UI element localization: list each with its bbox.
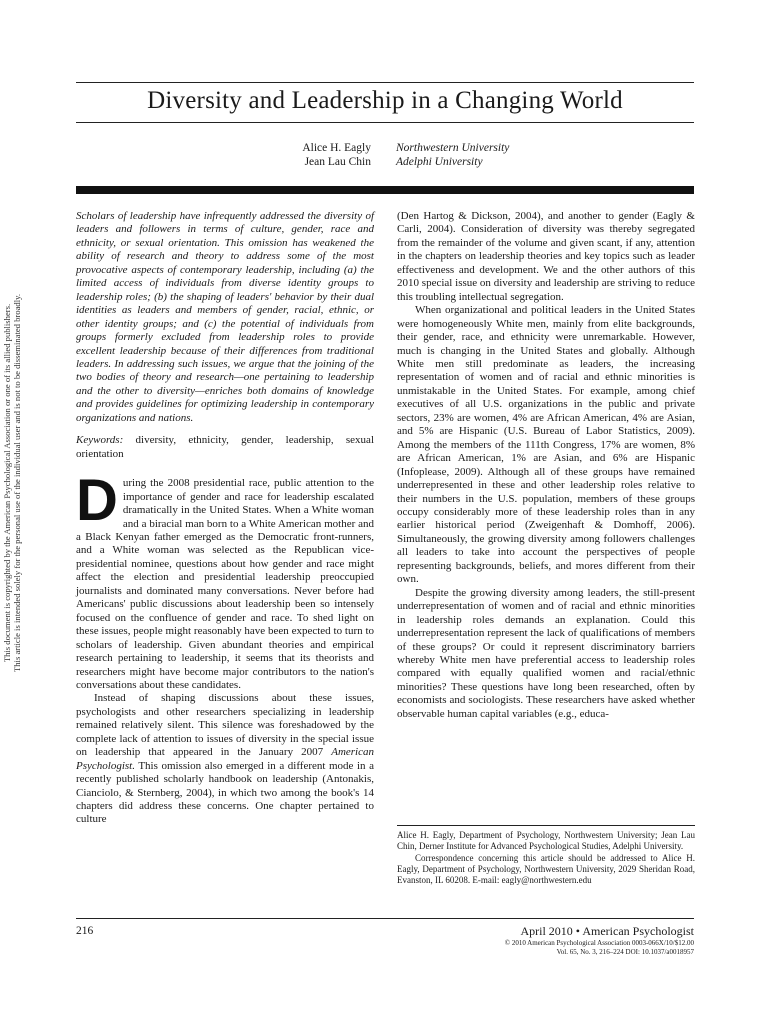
- volume-doi-line: Vol. 65, No. 3, 216–224 DOI: 10.1037/a0018957: [556, 947, 694, 956]
- intro-text: uring the 2008 presidential race, public attention to the importance of gender and race for leadership escalated dramatically in the United States. When a White woman and a biracial man born to a White American mother and a Black Kenyan father emerged as the Democratic front-runners, and a White woman was selected as the Republican vice-presidential nominee, questions about how gender and race might affect the election and presidential leadership preoccupied journalists and dominated many conversations. Never before had Americans' public discussions about leadership been so intensely focused on the confluence of gender and race. To shed light on these issues, people might reasonably have been expected to turn to scholars of leadership. Given abundant theories and empirical research pertaining to leadership, it seems that its theorists and researchers might have become major contributors to the nation's conversations about these candidates.: [76, 477, 374, 691]
- abstract: Scholars of leadership have infrequently addressed the diversity of leaders and followers in terms of culture, gender, race and ethnicity, or sexual orientation. This omission has weakened the ability of research and theory to address some of the most provocative aspects of contemporary leadership, including (a) the limited access of individuals from diverse identity groups to leadership roles; (b) the shaping of leaders' behavior by their dual identities as leaders and members of gender, racial, ethnic, or other identity groups; and (c) the potential of individuals from groups formerly excluded from leadership roles to provide excellent leadership because of their differences from traditional leaders. In addressing such issues, we argue that the joining of the two bodies of theory and research—one pertaining to leadership and the other to diversity—enriches both domains of knowledge and provides guidelines for optimizing leadership in contemporary organizations and nations.: [76, 210, 374, 424]
- paragraph-text: Instead of shaping discussions about these issues, psychologists and other researchers specializing in leadership remained relatively silent. This silence was foreshadowed by the complete lack of attention to issues of diversity in the special issue on leadership that appeared in the January 2007: [76, 692, 374, 759]
- author-affiliation: Adelphi University: [396, 156, 483, 168]
- author-note: [397, 830, 695, 886]
- author-name: Jean Lau Chin: [304, 156, 371, 168]
- body-paragraph: When organizational and political leaders in the United States were homogeneously White men, mainly from elite backgrounds, their gender, race, and ethnicity were unremarkable. However, much is changing in the United States and globally. Although White men still predominate as leaders, the increasing representation of women and of racial and ethnic minorities is unmistakable in the United States. For example, among chief executives of all U.S. organizations in the public and private sectors, 23% are women, 4% are African American, 4% are Asian, and 5% are Hispanic (U.S. Bureau of Labor Statistics, 2009). Among the members of the 111th Congress, 17% are women, 8% are African American, 1% are Asian, and 6% are Hispanic (Infoplease, 2009). Although all of these groups have remained underrepresented in these and other leadership roles relative to their numbers in the U.S. population, members of these groups occupy considerably more of these leadership roles than in any earlier historical period (Zweigenhaft & Domhoff, 2006). Simultaneously, the growing diversity among followers challenges all leaders to take into account the perspectives of people representing backgrounds, beliefs, and mores different from their own.: [397, 304, 695, 586]
- body-paragraph: Despite the growing diversity among leaders, the still-present underrepresentation of women and of racial and ethnic minorities in leadership roles demands an explanation. Could this underrepresentation represent the lack of qualifications of members of these groups? Or could it represent discriminatory barriers whereby White men have preferential access to leadership roles compared with equally qualified women and racial/ethnic minorities? These questions have long been researched, often by economists and sociologists. These researchers have asked whether observable human capital variables (e.g., educa-: [397, 586, 695, 720]
- author-row: [76, 155, 694, 169]
- side-notice-line: This document is copyrighted by the American Psychological Association or one of its allied publishers.: [2, 303, 12, 663]
- keywords: [76, 434, 374, 461]
- thick-rule: [76, 186, 694, 194]
- footer-rule: [76, 918, 694, 919]
- title-rule: [76, 122, 694, 123]
- copyright-line: © 2010 American Psychological Association 0003-066X/10/$12.00: [504, 939, 694, 947]
- author-affiliation: Northwestern University: [396, 142, 510, 154]
- author-affiliations-note: Alice H. Eagly, Department of Psychology, Northwestern University; Jean Lau Chin, Derner Institute for Advanced Psychological Studies, Adelphi University.: [397, 830, 695, 852]
- drop-cap: D: [76, 468, 118, 534]
- author-name: Alice H. Eagly: [302, 142, 371, 154]
- article-title: Diversity and Leadership in a Changing World: [147, 87, 623, 114]
- publication-meta: [505, 939, 694, 956]
- side-notice-line: This article is intended solely for the personal use of the individual user and is not to be disseminated broadly.: [12, 294, 22, 672]
- journal-issue: April 2010 • American Psychologist: [520, 924, 694, 938]
- body-paragraph: [76, 692, 374, 827]
- correspondence-note: Correspondence concerning this article should be addressed to Alice H. Eagly, Department of Psychology, Northwestern University, 2029 Sheridan Road, Evanston, IL 60208. E-mail: eagly@northwestern.edu: [397, 852, 695, 886]
- footnote-rule: [397, 825, 695, 826]
- page-number: 216: [76, 925, 94, 937]
- journal-name-inline: American Psychologist.: [76, 746, 374, 772]
- top-rule: [76, 82, 694, 83]
- keywords-label: Keywords:: [76, 434, 124, 447]
- copyright-side-notice: [2, 248, 22, 718]
- intro-paragraph: [76, 468, 374, 692]
- left-column: [76, 210, 374, 827]
- right-column: [397, 210, 695, 721]
- keywords-text: diversity, ethnicity, gender, leadership, sexual orientation: [76, 434, 374, 460]
- paragraph-text: This omission also emerged in a different mode in a recently published scholarly handbook on leadership (Antonakis, Cianciolo, & Sternberg, 2004), in which two among the book's 14 chapters did address these concerns. One chapter pertained to culture: [76, 759, 374, 826]
- author-row: [76, 141, 694, 155]
- body-paragraph: (Den Hartog & Dickson, 2004), and another to gender (Eagly & Carli, 2004). Consideration of diversity was thereby segregated from the remainder of the volume and given scant, if any, attention in the chapters on leadership theories and key topics such as leader effectiveness and development. We and the other authors of this 2010 special issue on diversity and leadership are striving to reduce this troubling intellectual segregation.: [397, 210, 695, 303]
